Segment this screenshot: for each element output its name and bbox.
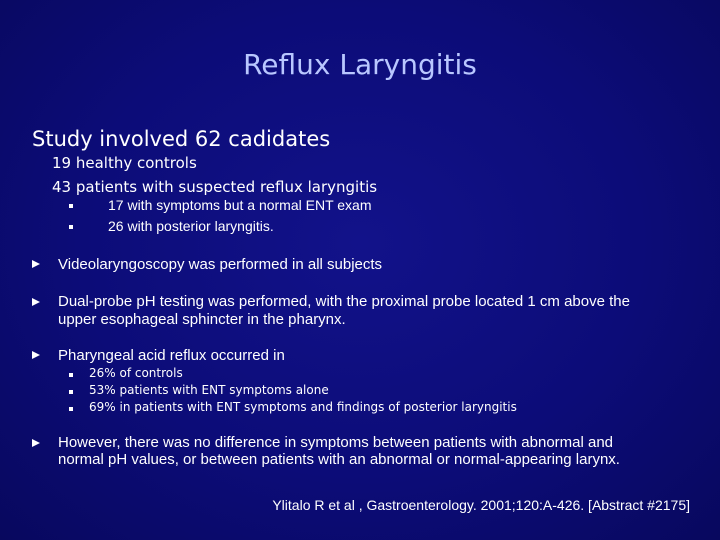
bullet-videolaryngoscopy: Videolaryngoscopy was performed in all subjects (58, 256, 383, 273)
subgroup-posterior-laryngitis: 26 with posterior laryngitis. (108, 218, 274, 234)
study-heading: Study involved 62 cadidates (32, 127, 331, 151)
arrow-bullet-icon (32, 351, 40, 359)
bullet-ph-testing-line1: Dual-probe pH testing was performed, with the proximal probe located 1 cm above the (58, 293, 630, 310)
bullet-no-difference-line2: normal pH values, or between patients with an abnormal or normal-appearing larynx. (58, 451, 620, 468)
bullet-ph-testing-line2: upper esophageal sphincter in the pharynx. (58, 311, 346, 328)
bullet-no-difference-line1: However, there was no difference in symptoms between patients with abnormal and (58, 434, 614, 451)
arrow-bullet-icon (32, 298, 40, 306)
citation: Ylitalo R et al , Gastroenterology. 2001;120:A-426. [Abstract #2175] (272, 497, 690, 513)
reflux-controls: 26% of controls (89, 366, 183, 380)
subgroup-normal-ent: 17 with symptoms but a normal ENT exam (108, 197, 372, 213)
slide-title: Reflux Laryngitis (243, 48, 477, 81)
reflux-ent-symptoms: 53% patients with ENT symptoms alone (89, 383, 329, 397)
square-bullet-icon (69, 204, 73, 208)
arrow-bullet-icon (32, 260, 40, 268)
group-suspected-patients: 43 patients with suspected reflux laryngitis (52, 178, 378, 196)
square-bullet-icon (69, 390, 73, 394)
square-bullet-icon (69, 407, 73, 411)
reflux-posterior-laryngitis: 69% in patients with ENT symptoms and findings of posterior laryngitis (89, 400, 517, 414)
square-bullet-icon (69, 373, 73, 377)
arrow-bullet-icon (32, 439, 40, 447)
bullet-acid-reflux: Pharyngeal acid reflux occurred in (58, 347, 285, 364)
square-bullet-icon (69, 225, 73, 229)
group-healthy-controls: 19 healthy controls (52, 154, 197, 172)
